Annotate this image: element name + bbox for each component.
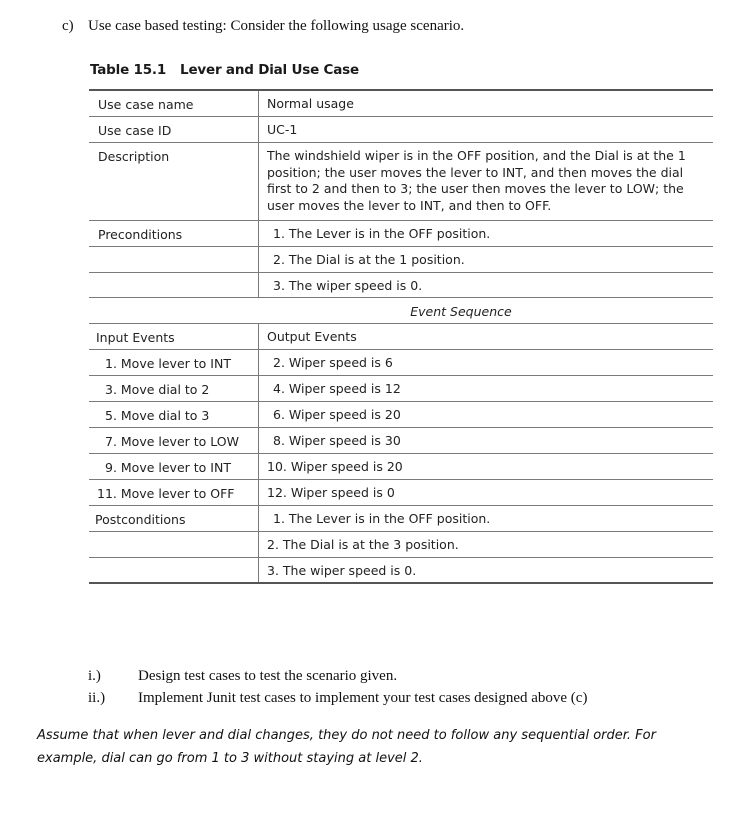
empty-cell bbox=[89, 532, 259, 557]
output-event: 10. Wiper speed is 20 bbox=[267, 459, 403, 474]
question-letter: c) bbox=[62, 18, 74, 34]
precondition-item: 1. The Lever is in the OFF position. bbox=[273, 226, 491, 241]
input-event: 1. Move lever to INT bbox=[89, 350, 259, 375]
use-case-table bbox=[89, 89, 713, 584]
event-sequence-label: Event Sequence bbox=[410, 304, 512, 319]
input-event: 9. Move lever to INT bbox=[89, 454, 259, 479]
event-row bbox=[89, 350, 713, 376]
row-use-case-name bbox=[89, 91, 713, 117]
use-case-id-label: Use case ID bbox=[89, 117, 259, 142]
description-value: The windshield wiper is in the OFF position, and the Dial is at the 1 position; the user moves the lever to INT, and then moves the dial first to 2 and then to 3; the user then moves the lever to LOW; the user moves the lever to INT, and then to OFF. bbox=[267, 148, 686, 213]
postconditions-label: Postconditions bbox=[89, 506, 259, 531]
row-precondition-1 bbox=[89, 221, 713, 247]
precondition-item: 3. The wiper speed is 0. bbox=[273, 277, 423, 293]
event-row bbox=[89, 454, 713, 480]
question-heading bbox=[62, 18, 464, 35]
row-postcondition-3 bbox=[89, 558, 713, 583]
input-event: 11. Move lever to OFF bbox=[89, 480, 259, 505]
postcondition-item: 1. The Lever is in the OFF position. bbox=[273, 511, 491, 526]
event-row bbox=[89, 376, 713, 402]
row-use-case-id bbox=[89, 117, 713, 143]
output-event: 12. Wiper speed is 0 bbox=[267, 485, 395, 500]
output-event: 8. Wiper speed is 30 bbox=[273, 433, 401, 448]
preconditions-label: Preconditions bbox=[89, 221, 259, 246]
precondition-item: 2. The Dial is at the 1 position. bbox=[273, 252, 465, 267]
row-event-headers bbox=[89, 324, 713, 350]
row-precondition-2 bbox=[89, 247, 713, 273]
input-event: 5. Move dial to 3 bbox=[89, 402, 259, 427]
row-postcondition-2 bbox=[89, 532, 713, 558]
postcondition-item: 2. The Dial is at the 3 position. bbox=[267, 537, 459, 552]
question-text: Use case based testing: Consider the following usage scenario. bbox=[88, 18, 465, 34]
table-caption-number: Table 15.1 bbox=[90, 62, 167, 78]
event-row bbox=[89, 480, 713, 506]
task-item bbox=[88, 665, 587, 687]
assumption-note: Assume that when lever and dial changes, they do not need to follow any sequential order. For example, dial can go from 1 to 3 without staying at level 2. bbox=[37, 728, 656, 766]
task-item bbox=[88, 687, 587, 709]
empty-cell bbox=[89, 558, 259, 583]
task-number: ii.) bbox=[88, 690, 106, 706]
task-text: Design test cases to test the scenario given. bbox=[138, 668, 398, 684]
row-precondition-3 bbox=[89, 273, 713, 299]
description-label: Description bbox=[89, 143, 259, 220]
output-event: 6. Wiper speed is 20 bbox=[273, 407, 401, 422]
row-postcondition-1 bbox=[89, 506, 713, 532]
row-description bbox=[89, 143, 713, 221]
event-row bbox=[89, 402, 713, 428]
empty-cell bbox=[89, 247, 259, 272]
row-event-sequence bbox=[89, 298, 713, 324]
table-caption-title: Lever and Dial Use Case bbox=[180, 62, 359, 78]
output-events-label: Output Events bbox=[267, 329, 357, 344]
input-events-label: Input Events bbox=[89, 324, 259, 349]
use-case-id-value: UC-1 bbox=[267, 122, 298, 137]
input-event: 3. Move dial to 2 bbox=[89, 376, 259, 401]
use-case-name-value: Normal usage bbox=[267, 96, 354, 111]
task-number: i.) bbox=[88, 668, 101, 684]
task-text: Implement Junit test cases to implement your test cases designed above (c) bbox=[138, 690, 588, 706]
use-case-name-label: Use case name bbox=[89, 91, 259, 116]
task-list bbox=[88, 665, 587, 709]
empty-cell bbox=[89, 273, 259, 298]
output-event: 4. Wiper speed is 12 bbox=[273, 381, 401, 396]
input-event: 7. Move lever to LOW bbox=[89, 428, 259, 453]
event-row bbox=[89, 428, 713, 454]
table-caption bbox=[90, 62, 359, 78]
output-event: 2. Wiper speed is 6 bbox=[273, 355, 393, 370]
postcondition-item: 3. The wiper speed is 0. bbox=[267, 562, 417, 578]
